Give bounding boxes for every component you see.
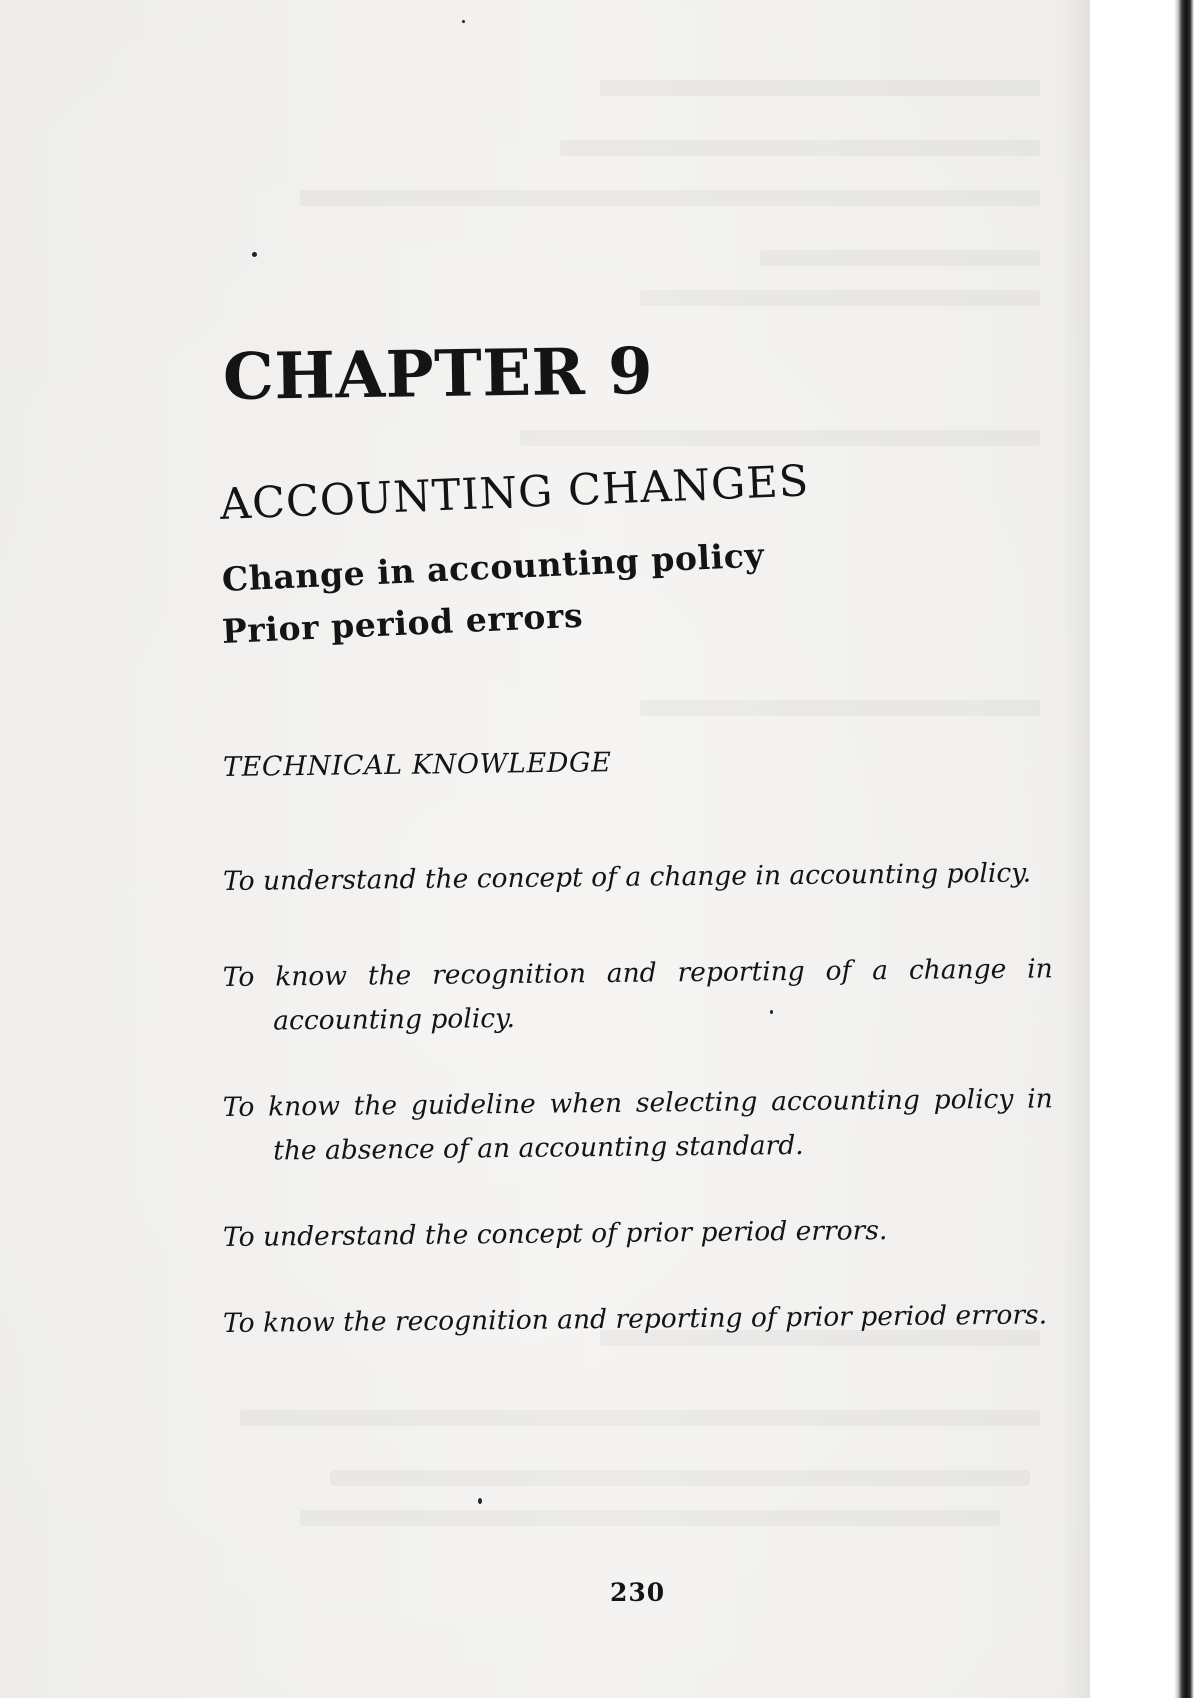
bleed-through-line [760, 250, 1040, 266]
bleed-through-line [240, 1410, 1040, 1426]
objective-item: To understand the concept of a change in accounting policy. [222, 857, 1032, 897]
ink-speck [462, 20, 465, 23]
chapter-subtitle: Change in accounting policy [221, 535, 766, 599]
binding-shadow [1060, 0, 1090, 1698]
objective-item: To know the recognition and reporting of a change in accounting policy. [222, 953, 1053, 1037]
ink-speck [252, 252, 257, 257]
bleed-through-line [600, 80, 1040, 96]
chapter-heading: CHAPTER 9 [222, 333, 654, 415]
chapter-title: ACCOUNTING CHANGES [218, 456, 811, 530]
chapter-subtitle: Prior period errors [221, 595, 584, 651]
binding-edge [1090, 0, 1200, 1698]
objective-item: To know the recognition and reporting of prior period errors. [222, 1299, 1048, 1339]
objective-item: To know the guideline when selecting accounting policy in the absence of an accounting standard. [222, 1083, 1053, 1167]
bleed-through-line [330, 1470, 1030, 1486]
objective-item: To understand the concept of prior period errors. [222, 1215, 888, 1253]
bleed-through-line [640, 700, 1040, 716]
section-heading: TECHNICAL KNOWLEDGE [222, 747, 612, 783]
page-number: 230 [610, 1578, 666, 1607]
bleed-through-line [520, 430, 1040, 446]
ink-speck [478, 1498, 482, 1504]
bleed-through-line [640, 290, 1040, 306]
bleed-through-line [300, 190, 1040, 206]
bleed-through-line [560, 140, 1040, 156]
objectives-list [222, 857, 1053, 1388]
bleed-through-line [300, 1510, 1000, 1526]
